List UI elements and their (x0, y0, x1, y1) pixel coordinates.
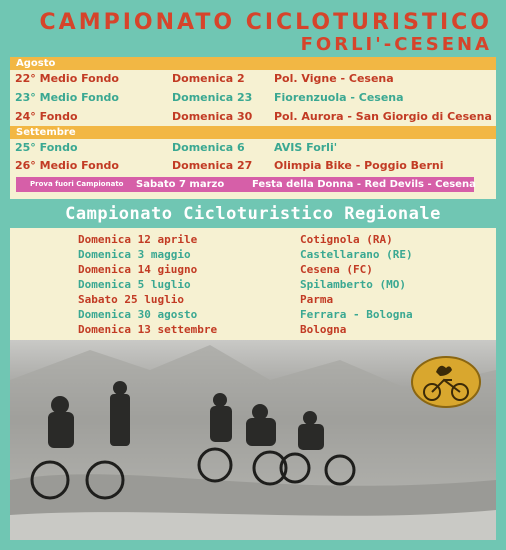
header-title-line1: CAMPIONATO CICLOTURISTICO (39, 10, 492, 35)
regional-row (10, 277, 496, 292)
regional-row (10, 307, 496, 322)
race-date: Domenica 27 (172, 159, 253, 172)
special-date: Sabato 7 marzo (136, 179, 225, 190)
race-place: Fiorenzuola - Cesena (274, 91, 404, 104)
regional-date: Domenica 13 settembre (78, 323, 218, 336)
regional-place: Parma (300, 293, 334, 306)
race-name: 26° Medio Fondo (15, 159, 119, 172)
race-place: Olimpia Bike - Poggio Berni (274, 159, 444, 172)
race-name: 22° Medio Fondo (15, 72, 119, 85)
event-row (10, 157, 496, 174)
regional-row (10, 232, 496, 247)
regional-place: Cesena (FC) (300, 263, 373, 276)
regional-row (10, 247, 496, 262)
race-date: Domenica 6 (172, 141, 245, 154)
race-place: AVIS Forli' (274, 141, 338, 154)
regional-row (10, 322, 496, 337)
regional-title: Campionato Cicloturistico Regionale (65, 204, 441, 224)
special-event-bar (16, 177, 474, 192)
regional-place: Castellarano (RE) (300, 248, 413, 261)
race-name: 23° Medio Fondo (15, 91, 119, 104)
race-place: Pol. Aurora - San Giorgio di Cesena (274, 110, 492, 123)
special-label: Prova fuori Campionato (30, 180, 124, 188)
event-row (10, 89, 496, 106)
regional-date: Domenica 3 maggio (78, 248, 191, 261)
regional-row (10, 262, 496, 277)
regional-place: Cotignola (RA) (300, 233, 393, 246)
race-date: Domenica 2 (172, 72, 245, 85)
regional-date: Domenica 5 luglio (78, 278, 191, 291)
event-row (10, 70, 496, 87)
regional-place: Bologna (300, 323, 347, 336)
event-row (10, 108, 496, 125)
special-place: Festa della Donna - Red Devils - Cesena (252, 179, 476, 190)
regional-date: Sabato 25 luglio (78, 293, 184, 306)
event-row (10, 139, 496, 156)
race-date: Domenica 23 (172, 91, 253, 104)
regional-row (10, 292, 496, 307)
race-date: Domenica 30 (172, 110, 253, 123)
race-place: Pol. Vigne - Cesena (274, 72, 394, 85)
rooster-bicycle-badge-icon (410, 356, 482, 408)
regional-place: Spilamberto (MO) (300, 278, 406, 291)
regional-date: Domenica 12 aprile (78, 233, 198, 246)
regional-date: Domenica 14 giugno (78, 263, 198, 276)
race-name: 24° Fondo (15, 110, 78, 123)
month-bar-settembre: Settembre (10, 126, 496, 139)
regional-place: Ferrara - Bologna (300, 308, 413, 321)
race-name: 25° Fondo (15, 141, 78, 154)
header-title-line2: FORLI'-CESENA (300, 34, 492, 55)
regional-date: Domenica 30 agosto (78, 308, 198, 321)
month-bar-agosto: Agosto (10, 57, 496, 70)
